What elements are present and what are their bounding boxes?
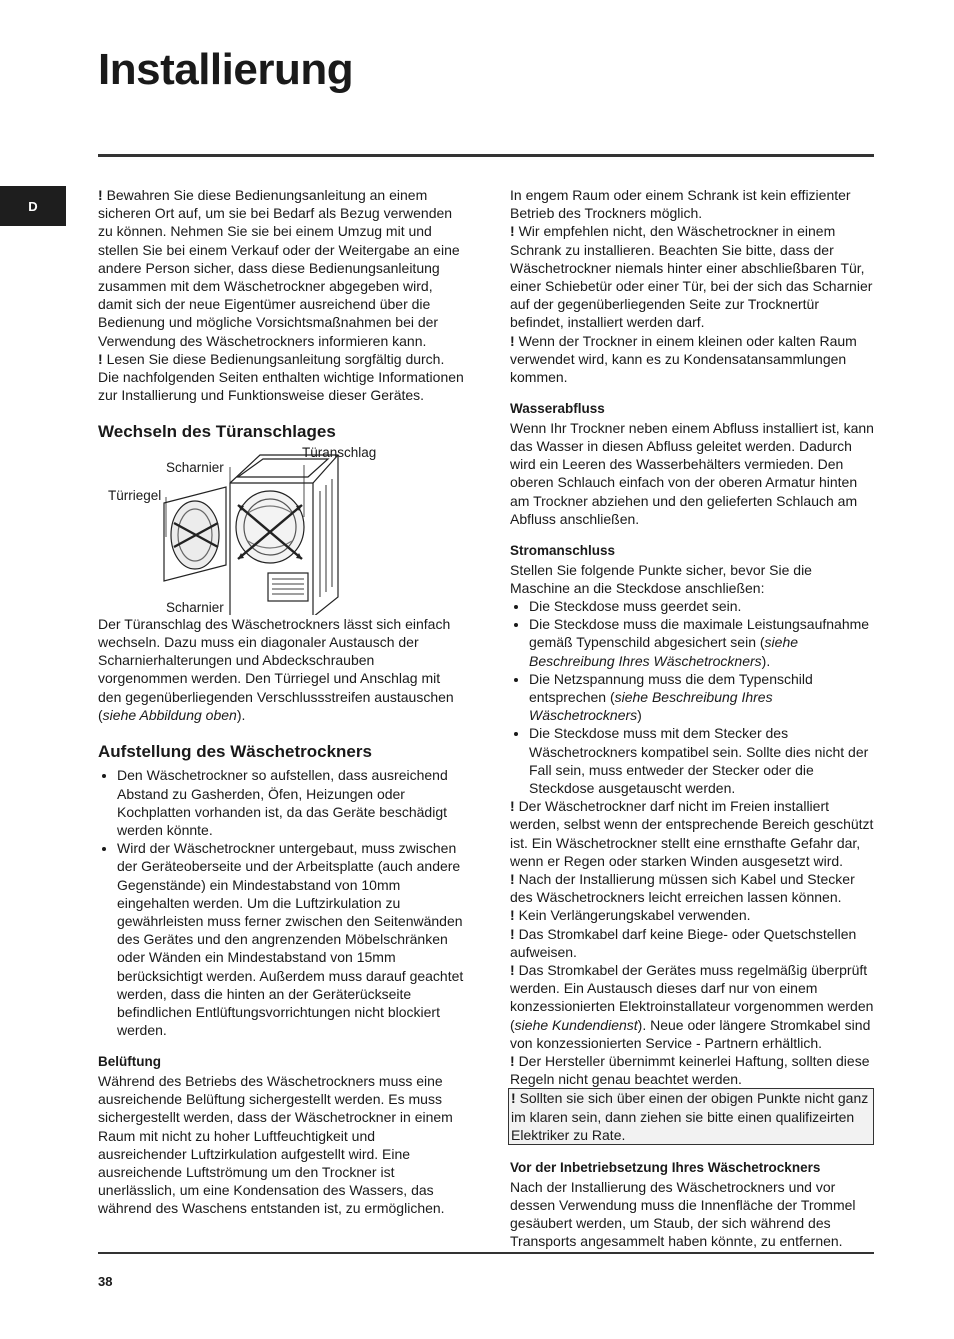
page-title: Installierung	[98, 45, 354, 94]
ventilation-paragraph: Während des Betriebs des Wäschetrockners muss eine ausreichende Belüftung sichergestellt werden. Es muss sichergestellt werden, dass der Wäschetrockner in einem Raum mit nicht zu hoher Luftfeuchtigkeit und ausreichender Luftzirkulation aufgestellt wird. Eine ausreichende Luftströmung um den Trockner ist unerlässlich, um eine Kondensation des Wassers, das während des Waschens entstanden ist, zu ermöglichen.	[98, 1073, 453, 1217]
drain-heading: Wasserabfluss	[510, 401, 605, 417]
door-reversal-figure	[98, 444, 398, 615]
intro-paragraph-2: ! Lesen Sie diese Bedienungsanleitung sorgfältig durch. Die nachfolgenden Seiten enthalten wichtige Informationen zur Installierung und Funktionsweise dieser Gerätes.	[98, 350, 464, 404]
note-accessible: ! Nach der Installierung müssen sich Kabel und Stecker des Wäschetrockners leicht erreichen lassen können.	[510, 871, 855, 906]
warning-mark: !	[510, 1053, 515, 1070]
setup-item: • Den Wäschetrockner so aufstellen, dass ausreichend Abstand zu Gasherden, Öfen, Heizungen oder Kochplatten vorhanden ist, da das Geräte beschädigt werden könnte.	[117, 766, 466, 839]
power-list	[510, 597, 874, 797]
ventilation-heading: Belüftung	[98, 1054, 161, 1070]
power-intro: Stellen Sie folgende Punkte sicher, bevor Sie die Maschine an die Steckdose anschließen:	[510, 561, 812, 596]
warning-mark: !	[510, 871, 515, 887]
right-column	[510, 186, 874, 1250]
footer-divider	[98, 1252, 874, 1254]
left-column	[98, 186, 466, 1218]
warning-mark: !	[510, 962, 515, 979]
warning-mark: !	[510, 907, 515, 924]
setup-item: • Wird der Wäschetrockner untergebaut, muss zwischen der Geräteoberseite und der Arbeitsplatte (auch andere Gegenstände) ein Mindestabstand von 10mm eingehalten werden. Um die Luftzirkulation zu gewährleisten muss ferner zwischen den Seitenwänden des Gerätes und den angrenzenden Möbelschränken oder Wänden ein Mindestabstand von 15mm berücksichtigt werden. Außerdem muss darauf geachtet werden, dass die hinten an der Geräterückseite befindlichen Entlüftungsvorrichtungen nicht blockiert werden.	[117, 839, 466, 1039]
drain-paragraph: Wenn Ihr Trockner neben einem Abfluss installiert ist, kann das Wasser in diesen Abfluss geleitet werden. Dadurch wird ein Leeren des Wasserbehälters vermieden. Den oberen Schlauch einfach von der oberen Armatur hinten am Trockner abziehen und den gelieferten Schlauch am Abfluss anschließen.	[510, 419, 874, 527]
label-latch: Türriegel	[108, 487, 162, 503]
warning-mark: !	[98, 187, 103, 203]
warning-mark: !	[510, 925, 515, 942]
before-use-heading: Vor der Inbetriebsetzung Ihres Wäschetrockners	[510, 1160, 821, 1176]
language-tab: D	[0, 186, 66, 226]
note-outdoor: ! Der Wäschetrockner darf nicht im Freien installiert werden, selbst wenn der entsprechende Bereich geschützt ist. Ein Wäschetrockner stellt eine ernsthafte Gefahr dar, wenn er Regen oder starken Winden ausgesetzt wird.	[510, 798, 874, 869]
power-item: • Die Netzspannung muss die dem Typenschild entsprechen (siehe Beschreibung Ihres Wäschetrockners)	[529, 670, 874, 725]
label-door-stop: Türanschlag	[302, 444, 377, 460]
warning-mark: !	[511, 1090, 516, 1107]
intro-paragraph-1: ! Bewahren Sie diese Bedienungsanleitung an einem sicheren Ort auf, um sie bei Bedarf als Bezug verwenden zu können. Nehmen Sie sie bei einem Umzug mit und stellen Sie bei einem Verkauf oder der Weitergabe an eine andere Person sicher, dass diese Bedienungsanleitung zusammen mit dem Wäschetrockner abgegeben wird, damit sich der neue Eigentümer ausreichend über die Bedienung und mögliche Vorsichtsmaßnahmen bei der Verwendung des Wäschetrockners informieren kann.	[98, 187, 460, 349]
setup-section-heading: Aufstellung des Wäschetrockners	[98, 742, 372, 762]
note-electrician-box: ! Sollten sie sich über einen der obigen Punkte nicht ganz im klaren sein, dann ziehen sie bitte einen qualifizeirten Elektriker zu Rate.	[508, 1088, 874, 1145]
door-paragraph: Der Türanschlag des Wäschetrockners lässt sich einfach wechseln. Dazu muss ein diagonaler Austausch der Scharnierhalterungen und Abdeckschrauben vorgenommen werden. Den Türriegel und Anschlag mit den gegenüberliegenden Verschlussstreifen austauschen (siehe Abbildung oben).	[98, 615, 454, 723]
label-hinge-top: Scharnier	[166, 459, 224, 475]
note-liability: ! Der Hersteller übernimmt keinerlei Haftung, sollten diese Regeln nicht genau beachtet werden.	[510, 1053, 870, 1088]
note-bend: ! Das Stromkabel darf keine Biege- oder Quetschstellen aufweisen.	[510, 925, 857, 960]
note-cold-room: ! Wenn der Trockner in einem kleinen oder kalten Raum verwendet wird, kann es zu Kondensatansammlungen kommen.	[510, 332, 857, 386]
warning-mark: !	[98, 350, 103, 367]
note-extension: ! Kein Verlängerungskabel verwenden.	[510, 907, 751, 924]
figure-reference: siehe Abbildung oben	[102, 706, 237, 723]
warning-mark: !	[510, 223, 515, 240]
warning-mark: !	[510, 798, 515, 815]
setup-list	[98, 766, 466, 1039]
page-number: 38	[98, 1274, 113, 1289]
power-heading: Stromanschluss	[510, 543, 616, 558]
header-divider	[98, 154, 874, 157]
warning-mark: !	[510, 332, 515, 349]
power-item: • Die Steckdose muss mit dem Stecker des Wäschetrockners kompatibel sein. Sollte dies nicht der Fall sein, muss entweder der Stecker oder die Steckdose ausgetauscht werden.	[529, 724, 874, 797]
dryer-door-illustration	[98, 447, 398, 615]
label-hinge-bottom: Scharnier	[166, 599, 224, 615]
power-item: • Die Steckdose muss die maximale Leistungsaufnahme gemäß Typenschild abgesichert sein (siehe Beschreibung Ihres Wäschetrockners).	[529, 615, 874, 670]
note-cabinet: ! Wir empfehlen nicht, den Wäschetrockner in einem Schrank zu installieren. Beachten Sie bitte, dass der Wäschetrockner niemals hinter einer abschließbaren Tür, einer Schiebetür oder einer Tür, bei der sich das Scharnier auf der gegenüberliegenden Seite zur Trocknertür befindet, installiert werden darf.	[510, 223, 873, 331]
note-check-cable: ! Das Stromkabel der Gerätes muss regelmäßig überprüft werden. Ein Austausch dieses darf nur von einem konzessionierten Elektroinstallateur vorgenommen werden (siehe Kundendienst). Neue oder längere Stromkabel sind von konzessionierten Service - Partnern erhältlich.	[510, 962, 874, 1051]
power-item: • Die Steckdose muss geerdet sein.	[529, 597, 874, 615]
door-section-heading: Wechseln des Türanschlages	[98, 422, 336, 442]
before-use-paragraph: Nach der Installierung des Wäschetrockners und vor dessen Verwendung muss die Innenfläche der Trommel gesäubert werden, um Staub, der sich während des Transports angesammelt haben könnte, zu entfernen.	[510, 1178, 856, 1250]
ventilation-continued: In engem Raum oder einem Schrank ist kein effizienter Betrieb des Trockners möglich.	[510, 187, 851, 222]
